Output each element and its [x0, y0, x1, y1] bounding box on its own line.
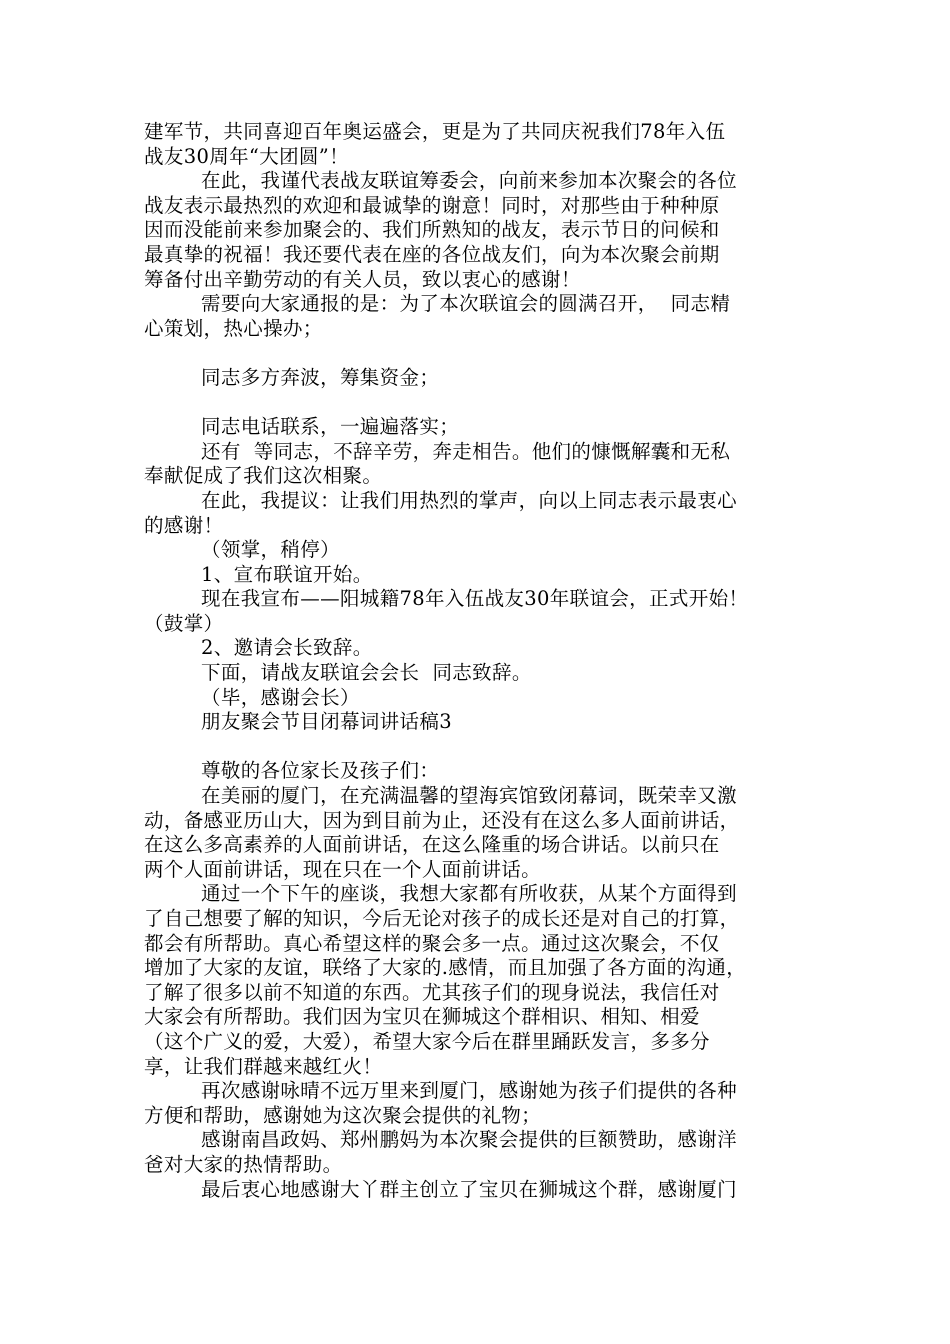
document-body [144, 120, 812, 1202]
text-line: 同志电话联系，一遍遍落实； [201, 415, 460, 439]
text-line: 战友30周年“大团圆”！ [144, 144, 349, 168]
text-line: 方便和帮助，感谢她为这次聚会提供的礼物； [144, 1103, 542, 1127]
text-line: 因而没能前来参加聚会的、我们所熟知的战友，表示节日的问候和 [144, 218, 720, 242]
text-line: 最后衷心地感谢大丫群主创立了宝贝在狮城这个群，感谢厦门 [201, 1177, 737, 1201]
text-line: 再次感谢咏晴不远万里来到厦门，感谢她为孩子们提供的各种 [201, 1079, 737, 1103]
blank-line [144, 391, 812, 416]
text-line: 增加了大家的友谊，联络了大家的.感情，而且加强了各方面的沟通， [144, 956, 747, 980]
text-line: 战友表示最热烈的欢迎和最诚挚的谢意！同时，对那些由于种种原 [144, 193, 720, 217]
blank-line [144, 735, 812, 760]
text-line: 在此，我提议：让我们用热烈的掌声，向以上同志表示最衷心 [201, 488, 737, 512]
text-line: 通过一个下午的座谈，我想大家都有所收获，从某个方面得到 [201, 882, 737, 906]
text-line: 的感谢！ [144, 513, 224, 537]
text-line: （鼓掌） [144, 611, 224, 635]
text-line: 感谢南昌政妈、郑州鹏妈为本次聚会提供的巨额赞助，感谢洋 [201, 1128, 737, 1152]
text-line: 尊敬的各位家长及孩子们： [201, 759, 440, 783]
text-line: 享，让我们群越来越红火！ [144, 1054, 383, 1078]
text-line: 朋友聚会节目闭幕词讲话稿3 [201, 710, 452, 734]
text-line: 还有 等同志，不辞辛劳，奔走相告。他们的慷慨解囊和无私 [201, 439, 731, 463]
text-line: 在这么多高素养的人面前讲话，在这么隆重的场合讲话。以前只在 [144, 833, 720, 857]
text-line: 在此，我谨代表战友联谊筹委会，向前来参加本次聚会的各位 [201, 169, 737, 193]
text-line: （领掌，稍停） [201, 538, 340, 562]
text-line: 现在我宣布——阳城籍78年入伍战友30年联谊会，正式开始！ [201, 587, 749, 611]
text-line: 筹备付出辛勤劳动的有关人员，致以衷心的感谢！ [144, 267, 581, 291]
text-line: 心策划，热心操办； [144, 316, 323, 340]
text-line: （毕，感谢会长） [201, 685, 360, 709]
text-line: 大家会有所帮助。我们因为宝贝在狮城这个群相识、相知、相爱 [144, 1005, 700, 1029]
text-line: 下面，请战友联谊会会长 同志致辞。 [201, 661, 532, 685]
text-line: 动，备感亚历山大，因为到目前为止，还没有在这么多人面前讲话， [144, 808, 740, 832]
text-line: 两个人面前讲话，现在只在一个人面前讲话。 [144, 857, 542, 881]
text-line: 了自己想要了解的知识，今后无论对孩子的成长还是对自己的打算， [144, 907, 740, 930]
text-line: 同志多方奔波，筹集资金； [201, 365, 440, 389]
text-line: 奉献促成了我们这次相聚。 [144, 464, 383, 488]
text-line: （这个广义的爱，大爱），希望大家今后在群里踊跃发言，多多分 [144, 1029, 710, 1053]
text-line: 1、宣布联谊开始。 [201, 562, 373, 586]
text-line: 了解了很多以前不知道的东西。尤其孩子们的现身说法，我信任对 [144, 980, 720, 1004]
text-line: 都会有所帮助。真心希望这样的聚会多一点。通过这次聚会，不仅 [144, 931, 720, 955]
blank-line [144, 341, 812, 366]
text-line: 2、邀请会长致辞。 [201, 636, 373, 660]
text-line: 建军节，共同喜迎百年奥运盛会，更是为了共同庆祝我们78年入伍 [144, 120, 726, 143]
text-line: 爸对大家的热情帮助。 [144, 1152, 343, 1176]
text-line: 最真挚的祝福！我还要代表在座的各位战友们，向为本次聚会前期 [144, 242, 720, 266]
text-line: 在美丽的厦门，在充满温馨的望海宾馆致闭幕词，既荣幸又激 [201, 784, 737, 808]
text-line: 需要向大家通报的是：为了本次联谊会的圆满召开， 同志精 [201, 292, 731, 316]
